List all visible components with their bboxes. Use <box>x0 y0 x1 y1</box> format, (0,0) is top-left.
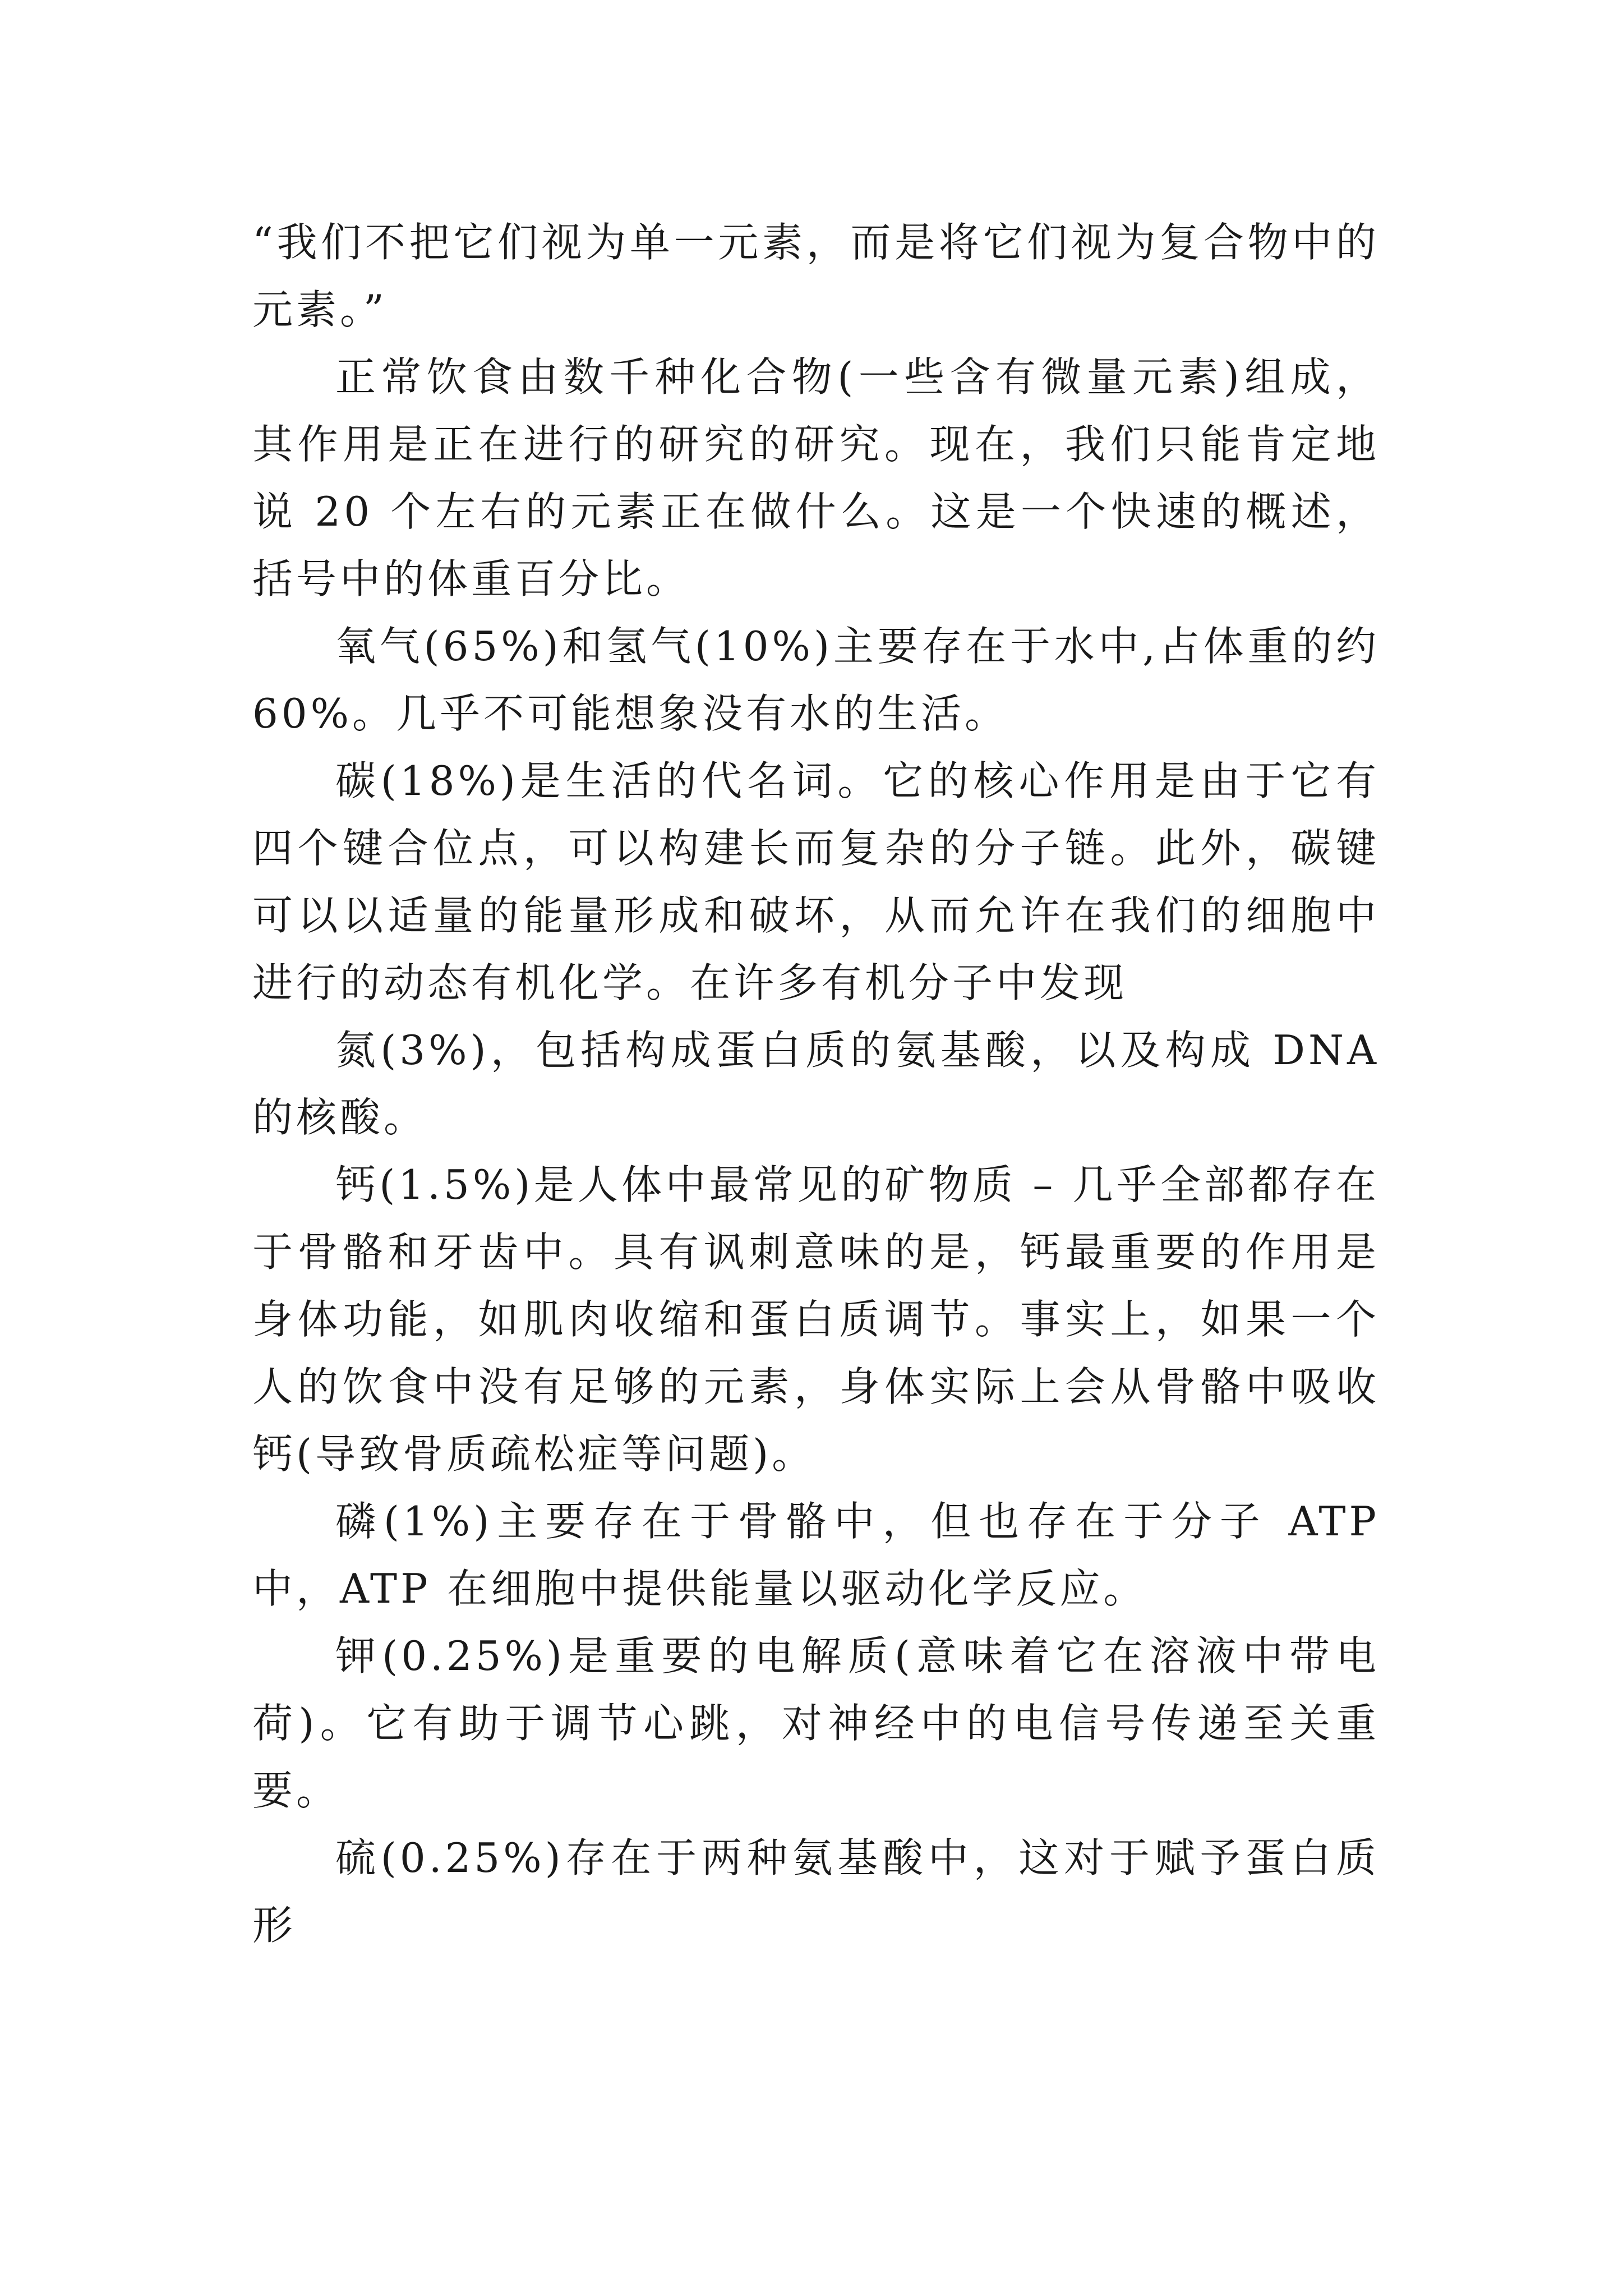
paragraph-compound-quote: “我们不把它们视为单一元素，而是将它们视为复合物中的元素。” <box>252 219 1380 333</box>
paragraph-nitrogen: 氮(3%)，包括构成蛋白质的氨基酸，以及构成 DNA 的核酸。 <box>252 1027 1380 1141</box>
paragraph-calcium: 钙(1.5%)是人体中最常见的矿物质 – 几乎全部都存在于骨骼和牙齿中。具有讽刺意味的是，钙最重要的作用是身体功能，如肌肉收缩和蛋白质调节。事实上，如果一个人的饮食中没有足够的元素，身体实际上会从骨骼中吸收钙(导致骨质疏松症等问题)。 <box>252 1161 1380 1478</box>
paragraph-diet-overview: 正常饮食由数千种化合物(一些含有微量元素)组成，其作用是正在进行的研究的研究。现在，我们只能肯定地说 20 个左右的元素正在做什么。这是一个快速的概述，括号中的体重百分比。 <box>252 353 1380 602</box>
paragraph-sulfur: 硫(0.25%)存在于两种氨基酸中，这对于赋予蛋白质形 <box>252 1834 1380 1949</box>
paragraph-oxygen-hydrogen: 氧气(65%)和氢气(10%)主要存在于水中,占体重的约60%。几乎不可能想象没有水的生活。 <box>252 623 1380 737</box>
paragraph-phosphorus: 磷(1%)主要存在于骨骼中，但也存在于分子 ATP 中，ATP 在细胞中提供能量以驱动化学反应。 <box>252 1498 1380 1612</box>
paragraph-potassium: 钾(0.25%)是重要的电解质(意味着它在溶液中带电荷)。它有助于调节心跳，对神经中的电信号传递至关重要。 <box>252 1632 1380 1814</box>
paragraph-carbon: 碳(18%)是生活的代名词。它的核心作用是由于它有四个键合位点，可以构建长而复杂的分子链。此外，碳键可以以适量的能量形成和破坏，从而允许在我们的细胞中进行的动态有机化学。在许多有机分子中发现 <box>252 757 1380 1006</box>
document-body <box>252 209 1380 1959</box>
